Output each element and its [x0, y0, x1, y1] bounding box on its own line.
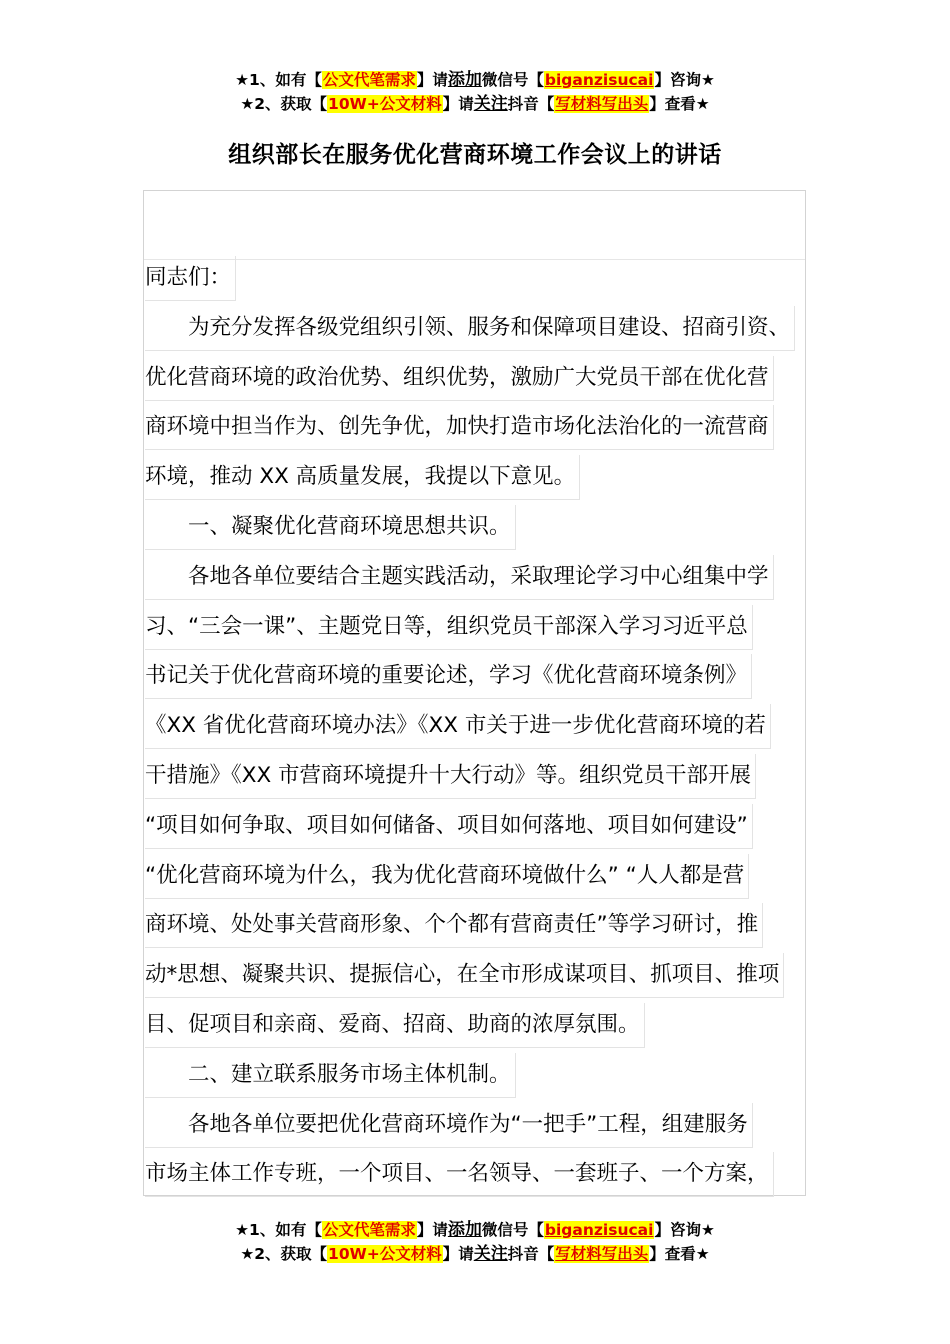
- line-text: 动*思想、凝聚共识、提振信心，在全市形成谋项目、抓项目、推项: [145, 953, 784, 998]
- salutation: [145, 253, 825, 303]
- star-icon: ★: [235, 71, 250, 89]
- banner-text: 2、获取【: [254, 1245, 328, 1263]
- highlight-service: 公文代笔需求: [322, 71, 416, 89]
- text-line: [145, 751, 825, 801]
- wechat-id-link[interactable]: biganzisucai: [544, 71, 654, 89]
- section-heading-1: [145, 502, 825, 552]
- banner-text: 】请: [416, 71, 448, 89]
- emphasis-follow: 关注: [473, 94, 508, 114]
- line-text: 一、凝聚优化营商环境思想共识。: [145, 505, 516, 550]
- text-line: [145, 1149, 825, 1199]
- emphasis-follow: 关注: [473, 1244, 508, 1264]
- line-text: 同志们：: [145, 256, 236, 301]
- banner-text: 】咨询★: [654, 1221, 715, 1239]
- highlight-materials: 10W+公文材料: [328, 95, 442, 113]
- banner-line-2: [0, 92, 950, 116]
- line-text: 环境，推动 XX 高质量发展，我提以下意见。: [145, 455, 580, 500]
- line-text: 优化营商环境的政治优势、组织优势，激励广大党员干部在优化营: [145, 356, 774, 401]
- douyin-account-link[interactable]: 写材料写出头: [555, 1245, 649, 1263]
- highlight-materials: 10W+公文材料: [328, 1245, 442, 1263]
- star-icon: ★: [235, 1221, 250, 1239]
- line-text: 各地各单位要结合主题实践活动，采取理论学习中心组集中学: [145, 555, 774, 600]
- banner-text: 微信号【: [481, 71, 544, 89]
- emphasis-add: 添加: [447, 70, 482, 90]
- banner-text: 1、如有【: [249, 71, 322, 89]
- line-text: “项目如何争取、项目如何储备、项目如何落地、项目如何建设”: [145, 804, 753, 849]
- line-text: 习、“三会一课”、主题党日等，组织党员干部深入学习习近平总: [145, 605, 753, 650]
- banner-text: 】请: [416, 1221, 448, 1239]
- document-body: [145, 253, 825, 1199]
- emphasis-add: 添加: [447, 1220, 482, 1240]
- banner-text: 】咨询★: [654, 71, 715, 89]
- douyin-account-link[interactable]: 写材料写出头: [555, 95, 649, 113]
- frame-header-space: [144, 191, 806, 260]
- banner-text: 】请: [442, 95, 474, 113]
- line-text: 商环境中担当作为、创先争优，加快打造市场化法治化的一流营商: [145, 405, 774, 450]
- line-text: 《XX 省优化营商环境办法》《XX 市关于进一步优化营商环境的若: [145, 704, 771, 749]
- banner-text: 抖音【: [507, 1245, 555, 1263]
- line-text: 市场主体工作专班，一个项目、一名领导、一套班子、一个方案，: [145, 1152, 774, 1197]
- star-icon: ★: [240, 95, 255, 113]
- banner-line-1: [0, 68, 950, 92]
- text-line: [145, 801, 825, 851]
- line-text: 商环境、处处事关营商形象、个个都有营商责任”等学习研讨，推: [145, 903, 763, 948]
- text-line: [145, 602, 825, 652]
- banner-text: 微信号【: [481, 1221, 544, 1239]
- line-text: 为充分发挥各级党组织引领、服务和保障项目建设、招商引资、: [145, 306, 795, 351]
- text-line: [145, 651, 825, 701]
- line-text: 二、建立联系服务市场主体机制。: [145, 1053, 516, 1098]
- banner-text: 抖音【: [507, 95, 555, 113]
- star-icon: ★: [240, 1245, 255, 1263]
- banner-text: 】查看★: [649, 1245, 710, 1263]
- text-line: [145, 851, 825, 901]
- section-heading-2: [145, 1050, 825, 1100]
- line-text: 干措施》《XX 市营商环境提升十大行动》等。组织党员干部开展: [145, 754, 756, 799]
- line-text: 目、促项目和亲商、爱商、招商、助商的浓厚氛围。: [145, 1003, 645, 1048]
- banner-text: 】查看★: [649, 95, 710, 113]
- banner-text: 2、获取【: [254, 95, 328, 113]
- line-text: “优化营商环境为什么，我为优化营商环境做什么” “人人都是营: [145, 854, 749, 899]
- text-line: [145, 402, 825, 452]
- text-line: [145, 1000, 825, 1050]
- text-line: [145, 452, 825, 502]
- document-title: 组织部长在服务优化营商环境工作会议上的讲话: [228, 142, 722, 168]
- text-line: [145, 900, 825, 950]
- highlight-service: 公文代笔需求: [322, 1221, 416, 1239]
- text-line: [145, 303, 825, 353]
- wechat-id-link[interactable]: biganzisucai: [544, 1221, 654, 1239]
- text-line: [145, 353, 825, 403]
- header-banner: [0, 68, 950, 116]
- banner-line-1: [0, 1218, 950, 1242]
- line-text: 各地各单位要把优化营商环境作为“一把手”工程，组建服务: [145, 1103, 753, 1148]
- line-text: 书记关于优化营商环境的重要论述，学习《优化营商环境条例》: [145, 654, 752, 699]
- banner-line-2: [0, 1242, 950, 1266]
- text-line: [145, 1100, 825, 1150]
- text-line: [145, 701, 825, 751]
- banner-text: 1、如有【: [249, 1221, 322, 1239]
- banner-text: 】请: [442, 1245, 474, 1263]
- text-line: [145, 552, 825, 602]
- footer-banner: [0, 1218, 950, 1266]
- text-line: [145, 950, 825, 1000]
